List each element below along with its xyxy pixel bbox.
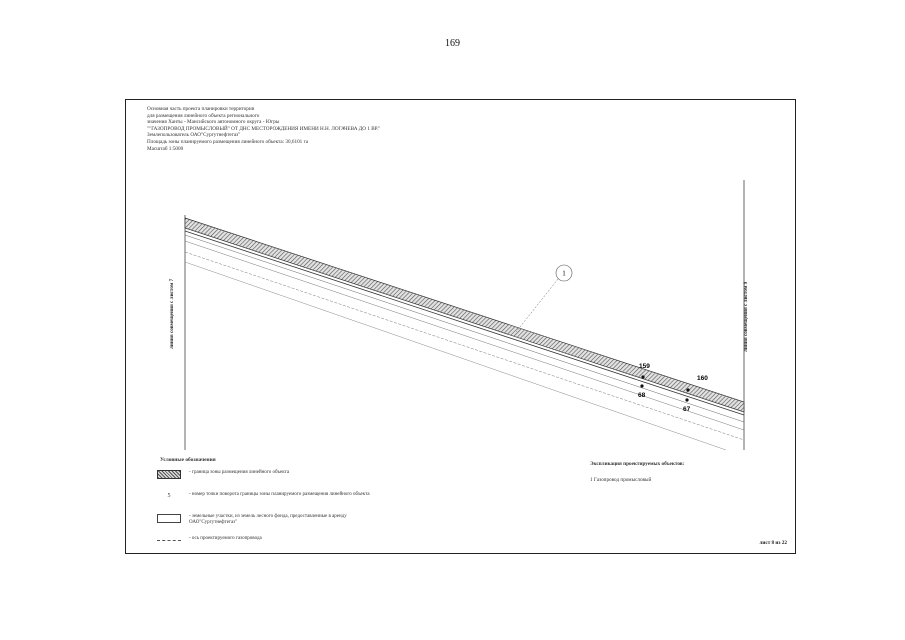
legend-item — [153, 470, 393, 492]
callout-leader — [516, 279, 558, 332]
hatch-swatch-icon — [157, 470, 181, 479]
forest-lease-boundary — [185, 262, 726, 450]
point-label-159: 159 — [639, 363, 650, 370]
legend-item-text: - ось проектируемого газопровода — [189, 536, 262, 541]
forest-lease-boundary — [185, 252, 744, 440]
header-line: Основная часть проекта планировки территории — [147, 106, 255, 112]
turning-point-160 — [686, 388, 689, 391]
forest-lease-boundary — [185, 235, 744, 422]
explication — [590, 461, 780, 483]
drawing-sheet — [125, 99, 796, 554]
legend-title: Условные обозначения — [160, 457, 216, 463]
zone-boundary-band — [185, 218, 744, 412]
axis-line-icon — [157, 540, 181, 541]
legend-item-text: - земельные участки, из земель лесного фонда, предоставленные в аренду ОАО"Сургутнефтегаз" — [189, 514, 347, 526]
legend — [153, 457, 393, 558]
header-line: Площадь зоны планируемого размещения линейного объекта: 30,6101 га — [147, 138, 309, 145]
turning-point-68 — [640, 384, 643, 387]
object-callout-number: 1 — [562, 269, 566, 278]
turning-point-159 — [641, 375, 644, 378]
point-label-160: 160 — [697, 375, 708, 382]
point-label-67: 67 — [683, 406, 691, 413]
point-number-icon: 5 — [167, 493, 171, 499]
header-line: для размещения линейного объекта регионального — [147, 112, 260, 119]
explication-title: Экспликация проектируемых объектов: — [590, 461, 685, 467]
header-line: Землепользователь ОАО"Сургутнефтегаз" — [147, 132, 241, 139]
header-line: значения Ханты - Мансийского автономного округа - Югры — [147, 119, 280, 126]
legend-item-text: - номер точки поворота границы зоны планируемого размещения линейного объекта — [189, 492, 370, 497]
plain-swatch-icon — [157, 514, 181, 523]
legend-item-text: - граница зоны размещения линейного объекта — [189, 470, 290, 475]
explication-item: 1 Газопровод промысловый — [590, 477, 652, 483]
legend-item — [153, 492, 393, 514]
left-match-label: линия совмещения с листом 7 — [169, 278, 175, 349]
forest-lease-boundary — [185, 241, 744, 430]
page-number: 169 — [445, 38, 460, 49]
right-match-label: линия совмещения с листом 9 — [743, 281, 749, 352]
point-label-68: 68 — [638, 392, 646, 399]
turning-point-67 — [685, 398, 688, 401]
legend-item — [153, 536, 393, 558]
pipeline-axis — [185, 231, 744, 415]
legend-item — [153, 514, 393, 536]
header-line: ""ГАЗОПРОВОД ПРОМЫСЛОВЫЙ" ОТ ДНС МЕСТОРОЖДЕНИЯ ИМЕНИ Н.Н. ЛОГАЧЕВА ДО 1 ВР." — [147, 125, 381, 132]
header-line: Масштаб 1:5000 — [147, 145, 184, 152]
sheet-number: лист 8 из 22 — [759, 540, 787, 546]
